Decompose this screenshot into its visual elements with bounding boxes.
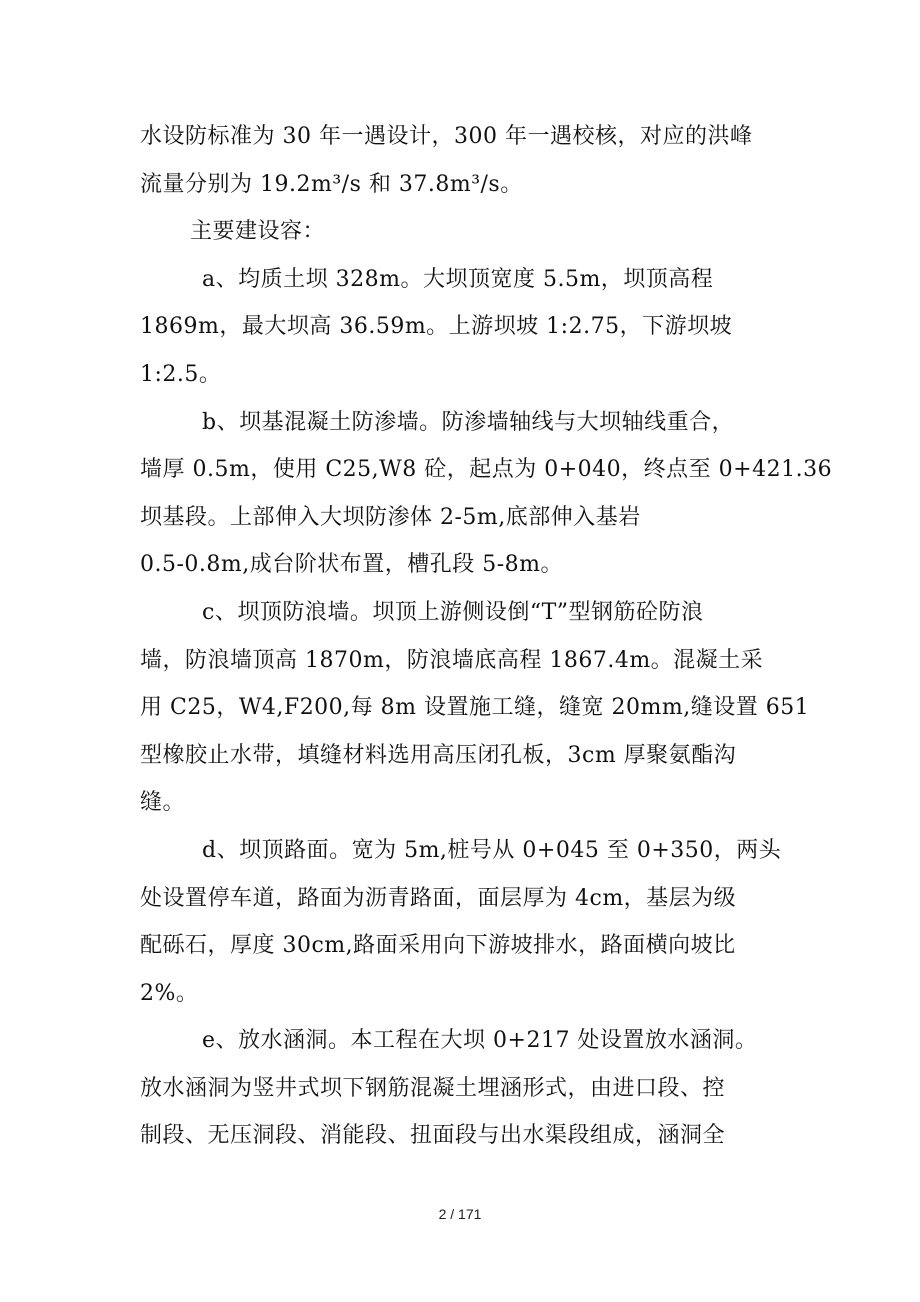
text-line: 1:2.5。 (140, 361, 222, 387)
text-line: 墙，防浪墙顶高 1870m，防浪墙底高程 1867.4m。混凝土采 (140, 647, 764, 673)
body-text (140, 113, 833, 1160)
text-line: 处设置停车道，路面为沥青路面，面层厚为 4cm，基层为级 (140, 885, 737, 911)
text-line: 放水涵洞为竖井式坝下钢筋混凝土埋涵形式，由进口段、控 (140, 1075, 726, 1101)
text-line: 用 C25，W4,F200,每 8m 设置施工缝，缝宽 20mm,缝设置 651 (140, 695, 810, 721)
section-heading: 主要建设容： (190, 219, 326, 245)
text-line: 坝基段。上部伸入大坝防渗体 2-5m,底部伸入基岩 (140, 504, 641, 530)
text-line: 制段、无压洞段、消能段、扭面段与出水渠段组成，涵洞全 (140, 1123, 726, 1149)
text-line: 1869m，最大坝高 36.59m。上游坝坡 1:2.75，下游坝坡 (140, 314, 733, 340)
page-number: 2 / 171 (438, 1206, 482, 1222)
text-line: a、均质土坝 328m。大坝顶宽度 5.5m，坝顶高程 (202, 266, 714, 292)
text-line: c、坝顶防浪墙。坝顶上游侧设倒“T”型钢筋砼防浪 (202, 599, 704, 625)
text-line: 缝。 (140, 790, 186, 816)
text-line: 水设防标准为 30 年一遇设计，300 年一遇校核，对应的洪峰 (140, 124, 753, 149)
text-line: b、坝基混凝土防渗墙。防渗墙轴线与大坝轴线重合， (202, 409, 735, 435)
text-line: 流量分别为 19.2m³/s 和 37.8m³/s。 (140, 171, 523, 197)
text-line: e、放水涵洞。本工程在大坝 0+217 处设置放水涵洞。 (202, 1028, 758, 1054)
text-line: 2%。 (140, 980, 199, 1006)
text-line: 配砾石，厚度 30cm,路面采用向下游坡排水，路面横向坡比 (140, 933, 736, 959)
text-line: 型橡胶止水带，填缝材料选用高压闭孔板，3cm 厚聚氨酯沟 (140, 742, 737, 768)
text-line: 0.5-0.8m,成台阶状布置，槽孔段 5-8m。 (140, 552, 564, 578)
text-line: 墙厚 0.5m，使用 C25,W8 砼，起点为 0+040，终点至 0+421.36 (140, 457, 833, 483)
text-line: d、坝顶路面。宽为 5m,桩号从 0+045 至 0+350，两头 (202, 837, 782, 863)
